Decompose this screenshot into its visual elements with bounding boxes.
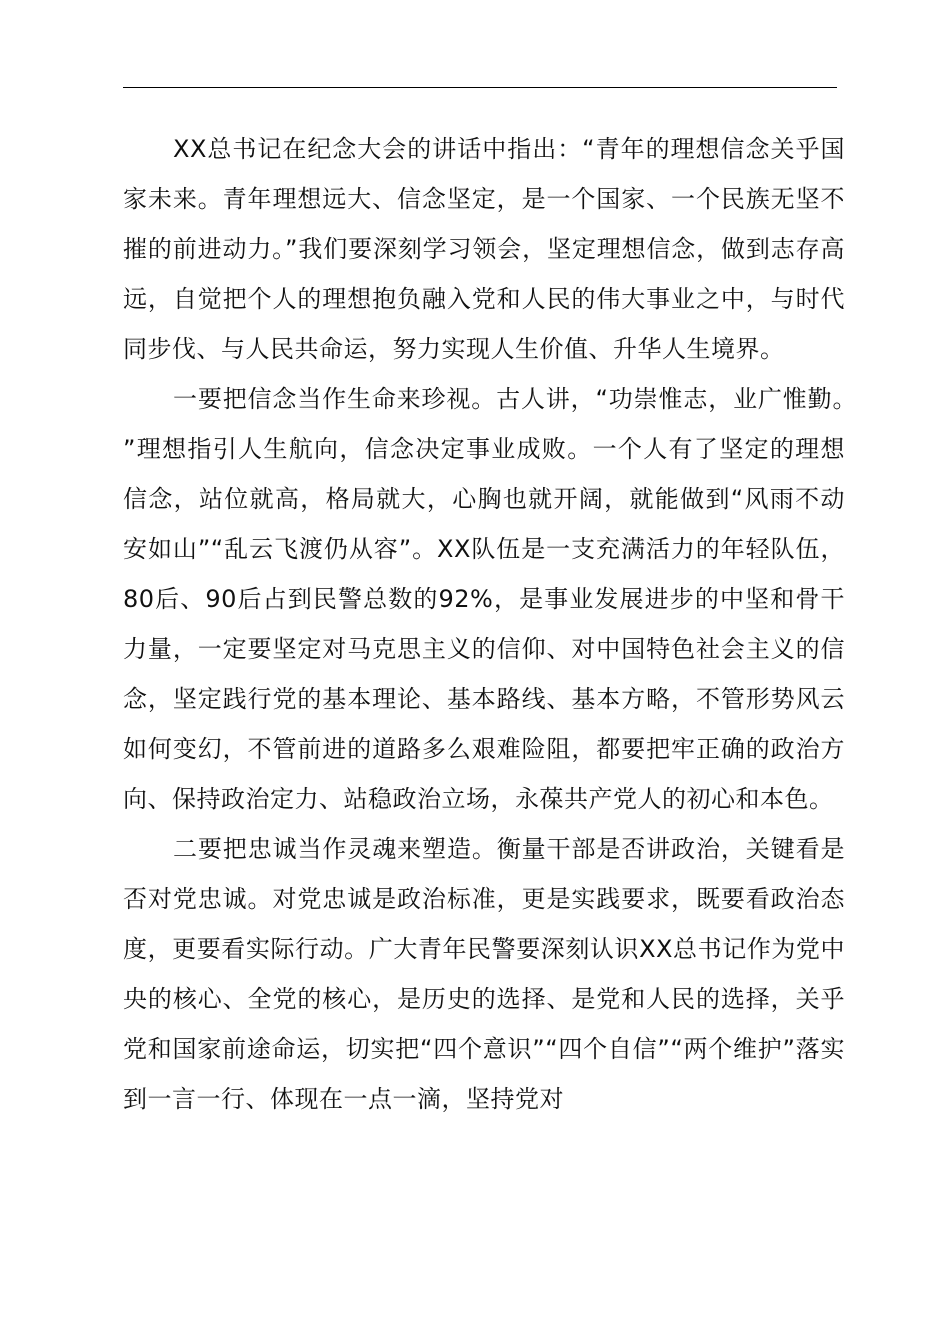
paragraph-first-point: 一要把信念当作生命来珍视。古人讲，“功崇惟志，业广惟勤。”理想指引人生航向，信念决定事业成败。一个人有了坚定的理想信念，站位就高，格局就大，心胸也就开阔，就能做到“风雨不动安如山”“乱云飞渡仍从容”。XX队伍是一支充满活力的年轻队伍，80后、90后占到民警总数的92%，是事业发展进步的中坚和骨干力量，一定要坚定对马克思主义的信仰、对中国特色社会主义的信念，坚定践行党的基本理论、基本路线、基本方略，不管形势风云如何变幻，不管前进的道路多么艰难险阻，都要把牢正确的政治方向、保持政治定力、站稳政治立场，永葆共产党人的初心和本色。 [123, 385, 845, 813]
header-rule [123, 87, 837, 88]
paragraph-intro: XX总书记在纪念大会的讲话中指出：“青年的理想信念关乎国家未来。青年理想远大、信念坚定，是一个国家、一个民族无坚不摧的前进动力。”我们要深刻学习领会，坚定理想信念，做到志存高远，自觉把个人的理想抱负融入党和人民的伟大事业之中，与时代同步伐、与人民共命运，努力实现人生价值、升华人生境界。 [123, 135, 845, 363]
body-text [123, 124, 845, 1124]
paragraph-second-point: 二要把忠诚当作灵魂来塑造。衡量干部是否讲政治，关键看是否对党忠诚。对党忠诚是政治标准，更是实践要求，既要看政治态度，更要看实际行动。广大青年民警要深刻认识XX总书记作为党中央的核心、全党的核心，是历史的选择、是党和人民的选择，关乎党和国家前途命运，切实把“四个意识”“四个自信”“两个维护”落实到一言一行、体现在一点一滴，坚持党对 [123, 835, 845, 1113]
